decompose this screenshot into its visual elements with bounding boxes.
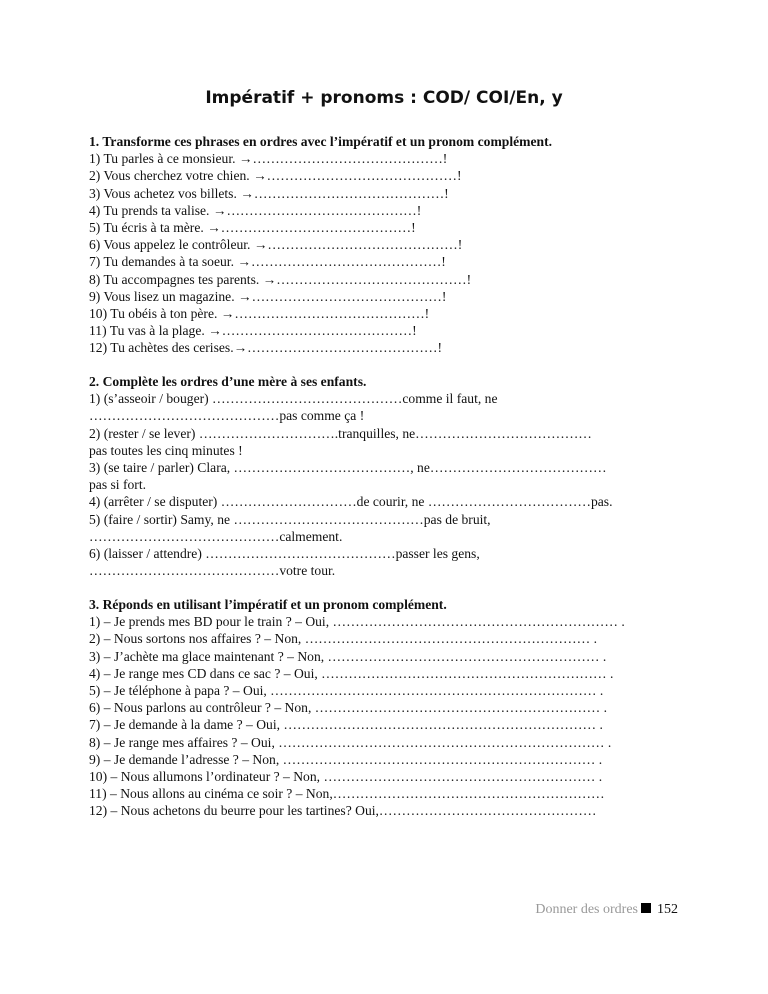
exercise-line: 8) – Je range mes affaires ? – Oui, ……………………………………………………………… . <box>89 734 612 750</box>
exercise-line: 11) – Nous allons au cinéma ce soir ? – Non,…………………………………………………… <box>89 786 605 802</box>
exercise-line: 5) – Je téléphone à papa ? – Oui, ……………………………………………………………… . <box>89 682 604 698</box>
exercise-line: 4) (arrêter / se disputer) …………………………de courir, ne ………………………………pas. <box>89 494 613 510</box>
exercise-line: 12) – Nous achetons du beurre pour les tartines? Oui,………………………………………… <box>89 803 597 819</box>
exercise-line: 6) – Nous parlons au contrôleur ? – Non, ……………………………………………………… . <box>89 700 608 716</box>
section-1 <box>89 133 689 356</box>
exercise-line: 9) – Je demande l’adresse ? – Non, …………………………………………………………… . <box>89 751 603 767</box>
exercise-line: 9) Vous lisez un magazine. →……………………………………! <box>89 288 447 304</box>
exercise-line: 3) – J’achète ma glace maintenant ? – Non, …………………………………………………… . <box>89 648 607 664</box>
page-title: Impératif + pronoms : COD/ COI/En, y <box>205 88 563 108</box>
exercise-line: 3) Vous achetez vos billets. →……………………………………! <box>89 185 449 201</box>
exercise-line: 6) Vous appelez le contrôleur. →……………………………………! <box>89 237 463 253</box>
exercise-line: 8) Tu accompagnes tes parents. →……………………………………! <box>89 271 472 287</box>
exercise-line: 1) Tu parles à ce monsieur. →……………………………………! <box>89 151 448 167</box>
exercise-line: 4) Tu prends ta valise. →……………………………………! <box>89 202 422 218</box>
section-3 <box>89 596 689 819</box>
section-1-heading: 1. Transforme ces phrases en ordres avec l’impératif et un pronom complément. <box>89 134 552 149</box>
exercise-line: 5) (faire / sortir) Samy, ne ……………………………………pas de bruit, <box>89 511 491 527</box>
exercise-line: 6) (laisser / attendre) ……………………………………passer les gens, <box>89 545 480 561</box>
exercise-line: 5) Tu écris à ta mère. →……………………………………! <box>89 219 416 235</box>
page-number: 152 <box>657 902 678 917</box>
page-footer <box>535 902 678 918</box>
section-2-heading: 2. Complète les ordres d’une mère à ses enfants. <box>89 374 367 389</box>
exercise-line: ……………………………………pas comme ça ! <box>89 408 365 424</box>
exercise-line: 3) (se taire / parler) Clara, …………………………………, ne………………………………… <box>89 459 607 475</box>
exercise-line: pas toutes les cinq minutes ! <box>89 442 243 458</box>
exercise-line: 1) – Je prends mes BD pour le train ? – Oui, ……………………………………………………… . <box>89 614 625 630</box>
exercise-line: 11) Tu vas à la plage. →……………………………………! <box>89 323 417 339</box>
exercise-line: 2) (rester / se lever) ………………………….tranquilles, ne………………………………… <box>89 425 592 441</box>
exercise-line: 7) – Je demande à la dame ? – Oui, …………………………………………………………… . <box>89 717 603 733</box>
footer-label: Donner des ordres <box>535 902 638 917</box>
exercise-line: 1) (s’asseoir / bouger) ……………………………………comme il faut, ne <box>89 391 498 407</box>
exercise-line: 2) – Nous sortons nos affaires ? – Non, ……………………………………………………… . <box>89 631 597 647</box>
exercise-line: ……………………………………votre tour. <box>89 563 336 579</box>
exercise-line: 10) – Nous allumons l’ordinateur ? – Non, …………………………………………………… . <box>89 768 603 784</box>
exercise-line: 4) – Je range mes CD dans ce sac ? – Oui, ……………………………………………………… . <box>89 665 614 681</box>
exercise-line: pas si fort. <box>89 477 147 493</box>
exercise-line: 2) Vous cherchez votre chien. →……………………………………! <box>89 168 462 184</box>
exercise-line: 10) Tu obéis à ton père. →……………………………………! <box>89 305 430 321</box>
section-2 <box>89 373 689 579</box>
section-3-heading: 3. Réponds en utilisant l’impératif et un pronom complément. <box>89 597 447 612</box>
exercise-line: 12) Tu achètes des cerises.→……………………………………! <box>89 340 443 356</box>
square-bullet-icon <box>641 903 651 913</box>
exercise-line: 7) Tu demandes à ta soeur. →……………………………………! <box>89 254 446 270</box>
exercise-line: ……………………………………calmement. <box>89 528 343 544</box>
